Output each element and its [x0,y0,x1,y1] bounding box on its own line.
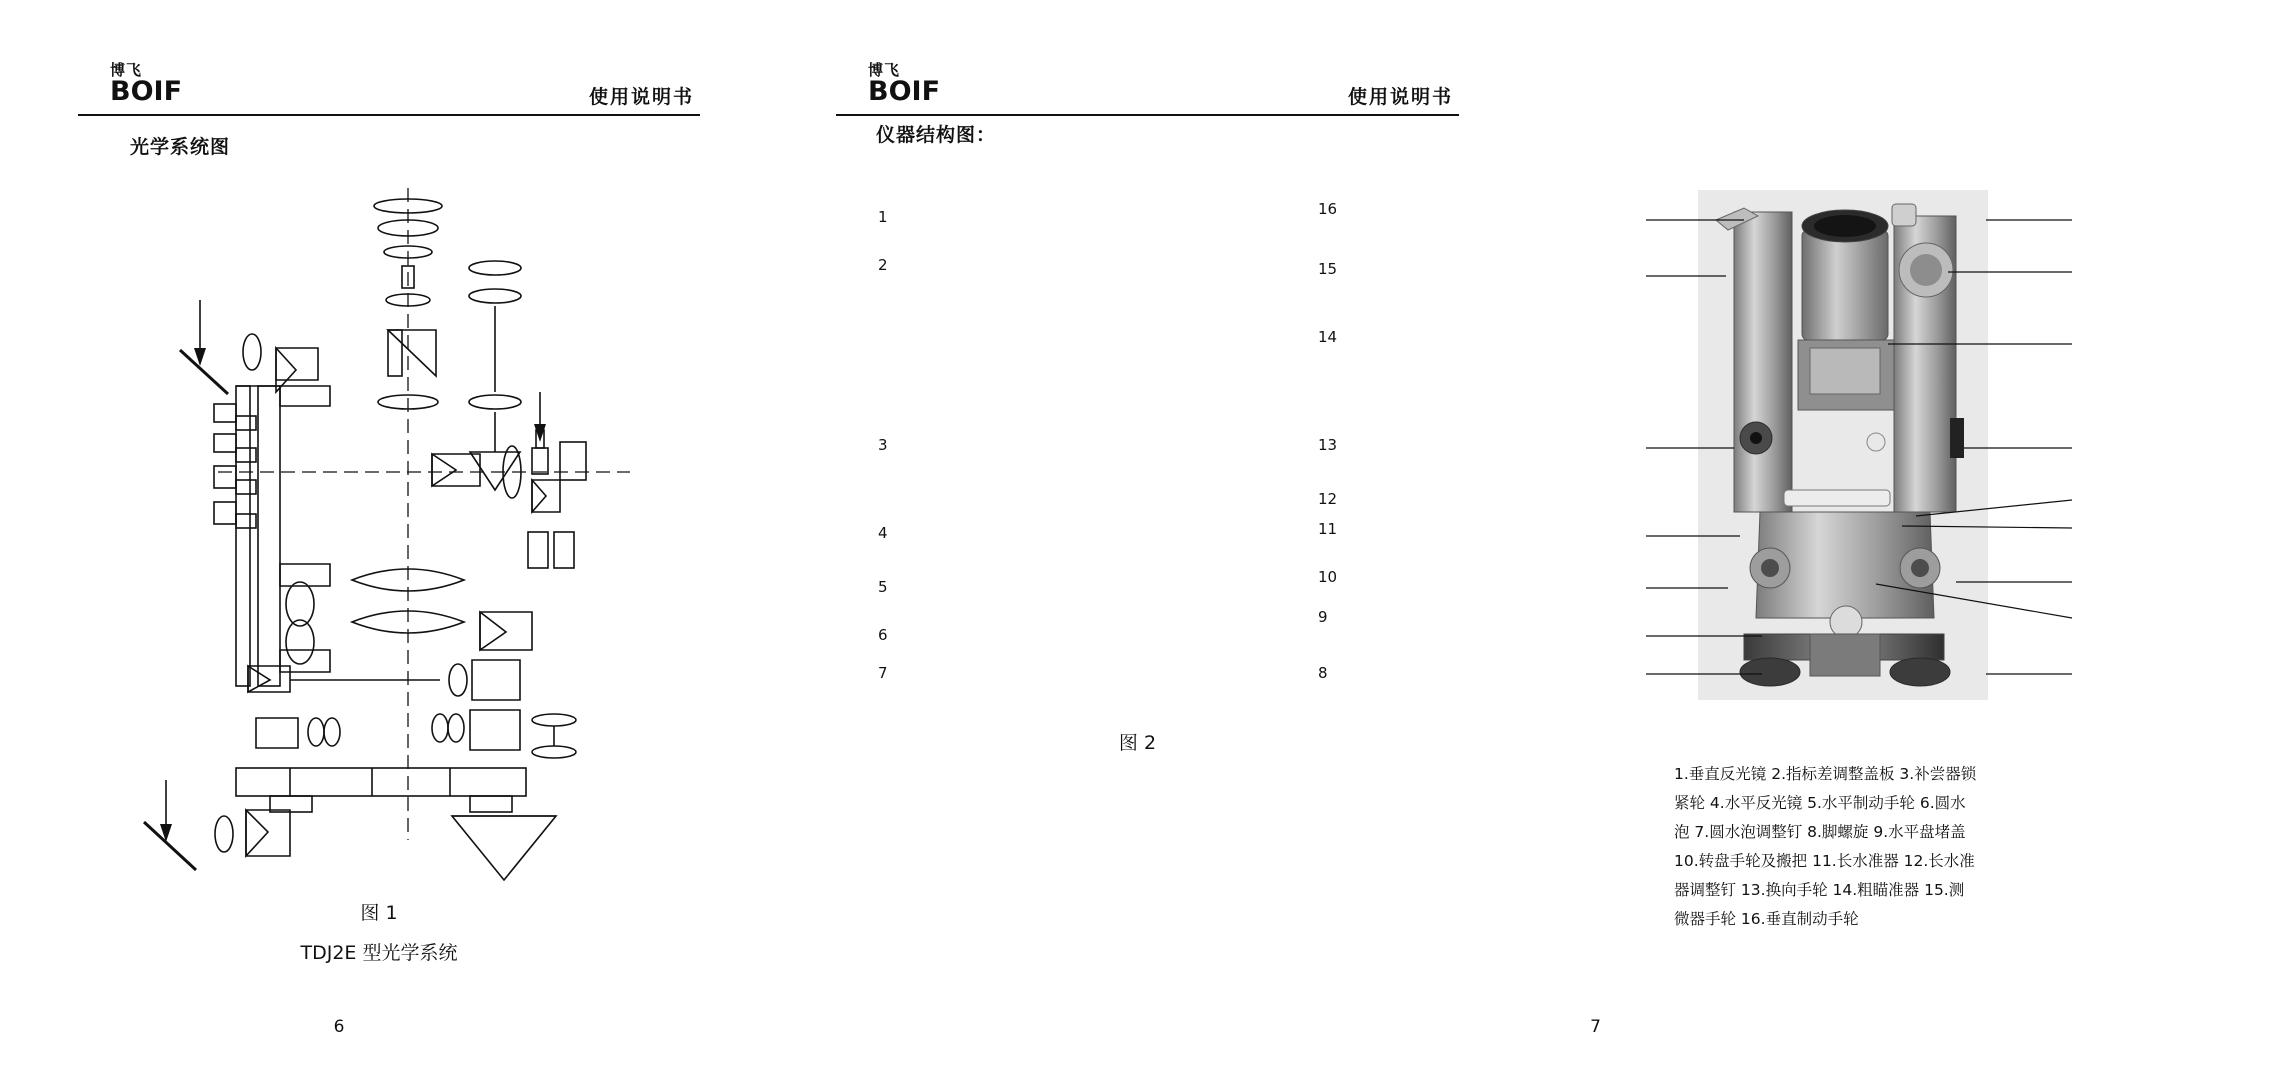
legend-line-3: 泡 7.圆水泡调整钉 8.脚螺旋 9.水平盘堵盖 [1674,823,1966,841]
header-divider [836,114,1459,116]
callout-11: 11 [1318,520,1338,538]
callout-2: 2 [878,256,888,274]
header-title: 使用说明书 [588,86,694,108]
callout-8: 8 [1318,664,1328,682]
legend-line-1: 1.垂直反光镜 2.指标差调整盖板 3.补尝器锁 [1674,765,1977,783]
brand-logo [110,62,230,110]
figure2-caption: 图 2 [1118,732,1157,754]
figure1-caption-number: 图 1 [360,902,398,924]
page-header-right [836,62,1459,118]
callout-14: 14 [1318,328,1338,346]
optical-system-diagram [140,180,640,880]
header-title: 使用说明书 [1347,86,1453,108]
callout-15: 15 [1318,260,1338,278]
callout-1: 1 [878,208,888,226]
figure2-legend [1674,760,2098,934]
legend-line-6: 微器手轮 16.垂直制动手轮 [1674,910,1859,928]
callout-5: 5 [878,578,888,596]
brand-logo-cn-text: 博飞 [110,61,143,79]
legend-line-2: 紧轮 4.水平反光镜 5.水平制动手轮 6.圆水 [1674,794,1966,812]
brand-logo-text: BOIF [868,76,941,107]
page-number-left: 6 [333,1017,345,1037]
left-page [0,0,758,1075]
figure1-caption-title: TDJ2E 型光学系统 [300,942,458,964]
legend-line-4: 10.转盘手轮及搬把 11.长水准器 12.长水准 [1674,852,1975,870]
legend-line-5: 器调整钉 13.换向手轮 14.粗瞄准器 15.测 [1674,881,1965,899]
page-header-left [78,62,700,118]
header-divider [78,114,700,116]
section-title-structure: 仪器结构图： [876,124,997,146]
brand-logo-cn-text: 博飞 [868,61,901,79]
callout-16: 16 [1318,200,1338,218]
callout-4: 4 [878,524,888,542]
section-title-optical: 光学系统图 [130,136,231,158]
page-number-right: 7 [1590,1017,1601,1037]
callout-6: 6 [878,626,888,644]
callout-9: 9 [1318,608,1328,626]
callout-12: 12 [1318,490,1338,508]
callout-7: 7 [878,664,888,682]
right-page [758,0,1977,1075]
brand-logo-text: BOIF [110,76,183,107]
callout-leader-lines [1516,180,2275,720]
callout-10: 10 [1318,568,1338,586]
callout-3: 3 [878,436,888,454]
brand-logo [868,62,988,110]
callout-13: 13 [1318,436,1338,454]
